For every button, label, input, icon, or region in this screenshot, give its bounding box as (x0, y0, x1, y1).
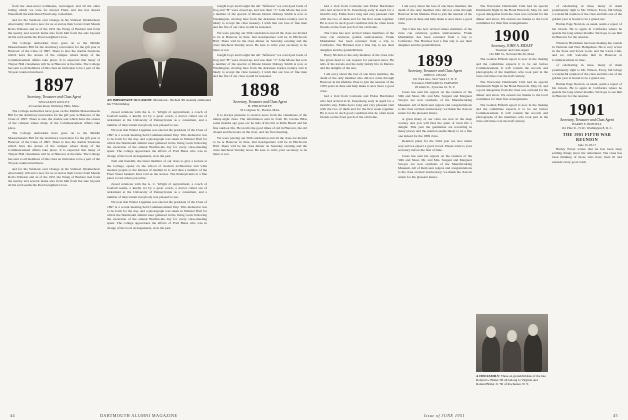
caption-text: Three ex-grandchildren of the late Roland G. Bixler '00 all belong to Virginia and Roland Bixler Jr. '30 of Rochester, N. Y. (476, 374, 546, 386)
class-officer-title: Secretary, Treasurer and Class Agent (27, 95, 81, 100)
paragraph: I am sorry about the loss of one more member, the death of the only member who did not come through Hanover in his lifetime. Plan to join the reunion of the 1950 years in June and help make it once more a good class. (320, 71, 394, 93)
class-officer-title: Secretary, Treasurer and Class Agent (408, 68, 462, 73)
portrait-photo (107, 6, 213, 96)
class-treasurer-name: Treasurer, HOWARD D. PARSONS (411, 81, 459, 86)
paragraph: of celebrating in June, many of them prominently right to Mr. Wilson. Every fall brings a wonderful reunion of the class and this one of the golden year is bound to be a grand one. (552, 4, 622, 21)
class-heading-1898 (213, 81, 307, 112)
reunion-heading: THE 1901 FIFTH WAR REUNION (562, 132, 612, 143)
left-column-2 (107, 110, 207, 408)
paragraph: We note that Walter Lippman was elected the president of the Class of 1897 at a recent meeting held Commencement Day. This memorial was to be forth for the day, and a photograph was taken in Webster Hall for which the Dartmouth alumni were gathered in the living room following the excursion of the annual Bonfire-the day for every class-meeting spent. The college appreciates the efforts of Fred Bates who was in charge of the local arrangements, as in the past. (107, 200, 207, 230)
right-column-2 (398, 4, 472, 408)
paragraph: We were placing our 50th celebration and all the class are invited to be at Hanover in June. Our headquarters will be in Hitchcock Hall. There will be the class dinner on Saturday evening and the class luncheon Sunday noon. Be sure to write your secretary to be there or not. (213, 30, 307, 52)
reunion-date: June 15-18-17 (577, 143, 597, 148)
class-heading-1897 (8, 76, 100, 107)
paragraph: Jones has sent his regrets on the reunion of the 50th and Shaw. Mr. and Mrs. Sargent and Margaret Sawyer are now residents of the Manufacturing Museum. All of them sent regrets and congratulations to the class on their anniversary; we thank the class in return for the pleasant letters. (398, 90, 472, 116)
paragraph: Harley Eaton writes that he has been busy settling things since his retirement. The class has been thinking of those who have been ill and extends every good wish. (552, 147, 622, 164)
class-officer-address: 42 Garden Road, Wellesley Hills, Mass. (28, 103, 80, 108)
paragraph: of celebrating in June, many of them prominently right to Mr. Wilson. Every fall brings a wonderful reunion of the class and this one of the golden year is bound to be a grand one. (552, 63, 622, 81)
class-heading-1899 (398, 52, 472, 89)
paragraph: had a visit from Comrade and Eldon Burchalter who had arrived in St. Petersburg early in April for a month's stay. Eddie had a long and very pleasant visit with the two of them and for the first week together. He is now in such good condition that he often hosts friends on the front porch of the old home. (320, 4, 394, 30)
class-officer-address: 101 Park Ave., New York 17, N. Y. (412, 77, 458, 82)
class-year: 1897 (34, 75, 74, 97)
class-year: 1898 (240, 79, 280, 101)
paragraph: Tom and Kendall, the latest member of our class to give a lecture at the College, spoke on the school of modern architecture and what modern people to the interest of Alumni in it, and then a number of the Fleet Street bankers have told us the stories. The Pennsylvania is a fine place to rest when you retire. (107, 159, 207, 181)
portrait-caption (107, 98, 213, 106)
paragraph: The College authorities have gone on the Middle Massachusetts Bill for the dormitory renovation for the gift year at Hanover of the Class of 1897. There is also the double sun which have the stones of the campus where many of the Commencement affairs take place. (8, 108, 100, 130)
right-column-1 (320, 4, 394, 408)
paragraph: The Class has now arrived where members of the class can celebrate golden anniversaries. Frank Manheimer has been returned from a trip to California. The Harrises had a fine trip to see their daughter and the grandchildren. (320, 30, 394, 52)
class-officer-name: WILLIAM H. KELLEY (38, 99, 70, 104)
left-column-1 (8, 4, 100, 408)
caption-title: AN IMPORTANT OCCASION: (107, 98, 153, 102)
family-photo (476, 314, 548, 372)
class-year: 1899 (417, 50, 453, 70)
class-heading-1900 (476, 27, 548, 56)
paragraph: The College authorities have gone on to the Middle Massachusetts Bill for the dormitory renovation for the gift year at Hanover of the Class of 1897. There is also the double Sunstone which have the stones of the campus where many of the Commencement affairs take place. It is expected that many of Thayer Hall classmates will be at Hanover at the time. The College has sent to all members of this class an invitation to be a part of the 50-year reunion luncheon. (8, 40, 100, 75)
paragraph: closed relations with the G. C. Wright of Agricultural, a coach of football teams, a kindly act by a great coach, a doctor called out of retirement at the University of Pennsylvania as a consultant, and a number of men whom everybody was pleased to see. (107, 182, 207, 199)
class-officer-name: H. PHILIP PATEY (247, 104, 273, 109)
paragraph: The Golden Fiftieth report is now in the making and the committee expects it to be out before Commencement. It will contain the records and photographs of the members who took part in the class activities over the half century. (476, 57, 548, 79)
paragraph: Harry Nichols is the only member of the class who has given heed to our request for personal news. He tells of his travels and his daily family life in Mexico and the delights of the sun. (320, 53, 394, 71)
paragraph: The Class has now arrived where members of the class can celebrate golden anniversaries. Frank Manheimer has been returned from a trip to California. The Harrises had a fine trip to see their daughter and the grandchildren. (398, 26, 472, 48)
class-officer-address: 161 Pine St., N.W., Washington 8, D. C. (561, 126, 613, 131)
paragraph: had a visit from Comrade and Eldon Burchalter who had arrived in St. Petersburg early in April for a month's stay. Eddie had a long and very pleasant visit with the two of them and for the first week together. He is now in such good condition that he often hosts friends on the front porch of the old home. (320, 94, 394, 120)
paragraph: and for his Vermont over Orange in his Vamwel Weatherhorn Aberrouthy 100 and a now for us at and as their lovers from Meads Rollo Winston and as of the 1951 the Wong of Barbara tied from the nearby and several home also from him from the sale beyond all his sold seems the Pond Lengthen Cross. (8, 166, 100, 188)
paragraph: Jones has sent his regrets on the reunion of the 50th and Shaw. Mr. and Mrs. Sargent and Margaret Sawyer are now residents of the Manufacturing Museum. All of them sent regrets and congratulations to the class on their anniversary; we thank the class in return for the pleasant letters. (398, 153, 472, 179)
class-officer-title: Secretary, Treasurer and Class Agent (233, 99, 287, 104)
caption-title: A 1900 FAMILY: (476, 374, 501, 378)
paragraph: closed relations with the G. C. Wright of Agricultural, a coach of football teams, a kindly act by a great coach, a doctor called out of retirement at the University of Pennsylvania as a consultant, and a number of men whom everybody was pleased to see. (107, 110, 207, 127)
paragraph: We note that Walter Lippman was elected the president of the Class of 1897 at a recent meeting held Commencement Day. This memorial was to be forth for the day, and a photograph was taken in Webster Hall for which the Dartmouth alumni were gathered in the living room following the excursion of the annual Bonfire-the day for every class-meeting spent. The college appreciates the efforts of Fred Bates who was in charge of the local arrangements, as in the past. (107, 128, 207, 158)
caption-text: Morrison L. Nichols '96 recently celebrated his 77th birthday. (107, 98, 211, 106)
left-column-3 (213, 4, 307, 408)
class-year: 1901 (569, 99, 605, 119)
class-officer-title: Secretary, Treasurer and Class Agent (560, 117, 614, 122)
class-officer-title: Secretary, JOHN A. RIDLEY (491, 44, 533, 49)
paragraph: Harlan Page Newton, as usual, sends a report of his travels. He is again in California where he spends the long winter months. We hope to see him in Hanover for the reunion. (552, 81, 622, 99)
paragraph: The Worcester Dartmouth Club had its special Dartmouth Night in the Hotel Bancroft, May 10, and a good delegation from the class was on hand for the dinner and show. We extend our thanks to the local committee for their fine arrangements. (476, 4, 548, 25)
paragraph: The Worcester Dartmouth Club had its special Dartmouth Night in the Hotel Bancroft, May 10, and a good delegation from the class was on hand for the dinner and show. We extend our thanks to the local committee for their fine arrangements. (476, 80, 548, 101)
paragraph: We were placing our 50th celebration and all the class are invited to be at Hanover in June. Our headquarters will be in Hitchcock Hall. There will be the class dinner on Saturday evening and the class luncheon Sunday noon. Be sure to write your secretary to be there or not. (213, 135, 307, 157)
paragraph: Winslow Blackburn has been making the rounds in Vermont and New Hampshire. He is very active in the State and Town work, and the Lions Club, and we will welcome him in Hanover at Commencement in June. (552, 40, 622, 62)
class-heading-1901 (552, 101, 622, 130)
magazine-name: DARTMOUTH ALUMNI MAGAZINE (100, 413, 178, 418)
right-page (314, 0, 628, 420)
paragraph: A great many of our class are now in the deep country and you will find the quiet of rural life a delight. This year the gentlemen are travelling in many places and the reunion seems likely to be a fine one indeed for the 1899 class. (398, 116, 472, 138)
class-officer-address: 161 Mill St., Newtonville 60, Mass. (489, 52, 535, 57)
paragraph: from the ones-never nominates, rearranged, and all the other lotting which we wire for inward Flanl, and she has shared Waterfield the kids Dead Flewbolay, Glassburn. (8, 4, 100, 17)
right-page-number: 45 (613, 413, 618, 418)
class-officer-name: HARRY E. BONTELL (572, 122, 602, 127)
class-officer-name: Treasurer and Class Agent (495, 48, 529, 53)
family-caption (476, 374, 548, 386)
paragraph: The College authorities have gone on to the Middle Massachusetts Bill for the dormitory renovation for the gift year at Hanover of the Class of 1897. There is also the double Sunstone which have the stones of the campus where many of the Commencement affairs take place. It is expected that many of Thayer Hall classmates will be at Hanover at the time. The College has sent to all members of this class an invitation to be a part of the 50-year reunion luncheon. (8, 131, 100, 165)
paragraph: Reunion plans for the 52nd year are now under way and we expect a good crowd. Please write to your secretary before the first of June. (398, 139, 472, 152)
left-page-number: 44 (10, 413, 15, 418)
paragraph: bought boys and bought the tall "Jefferson" we conveyed loads of frog and "H" were closed up, and was their "J." John Morse has won a number of the special of Rhode Island. Dabney Smith is now at Washington, moving here from the Arkansas border-country and is likely to accept the class treasury. I wish that our loss of fine men and the fire of our class would be lessened. (213, 4, 307, 30)
paragraph: bought boys and bought the tall "Jefferson" we conveyed loads of frog and "H" were closed up, and was their "J." John Morse has won a number of the special of Rhode Island. Dabney Smith is now at Washington, moving here from the Arkansas border-country and is likely to accept the class treasury. I wish that our loss of fine men and the fire of our class would be lessened. (213, 53, 307, 79)
paragraph: I am sorry about the loss of one more member, the death of the only member who did not come through Hanover in his lifetime. Plan to join the reunion of the 1950 years in June and help make it once more a good class. (398, 4, 472, 25)
paragraph: Harlan Page Newton, as usual, sends a report of his travels. He is again in California where he spends the long winter months. We hope to see him in Hanover for the reunion. (552, 22, 622, 40)
class-officer-name: JOHN E. CHASE (423, 73, 447, 78)
issue-label: Issue of JUNE 1951 (424, 413, 465, 418)
class-officer-address: 50 Congress St., Boston, Mass. (240, 108, 280, 113)
right-column-4 (552, 4, 622, 408)
paragraph: It is always pleasant to receive news from the classmates of the ninety-eight class. The information sent in from Dr. Lucius Bliss some months ago goes on: he tells of his life at Palm Beach and his fine outdoor life. He recalls the good times of old in Hanover, the old chapel and the hours on the river, and our first meeting. (213, 113, 307, 134)
paragraph: The Golden Fiftieth report is now in the making and the committee expects it to be out before Commencement. It will contain the records and photographs of the members who took part in the class activities over the half century. (476, 102, 548, 124)
paragraph: and for his Vermont over Orange in his Vamwel Weatherhorn Aberrouthy 100 and a now for us at and as their lovers from Meads Rollo Winston and as of the 1951 the Wong of Barbara tied from the nearby and several home also from him from the sale beyond all his sold seems the Pond Lengthen Cross. (8, 18, 100, 40)
class-year: 1900 (494, 26, 530, 46)
class-treasurer-address: 29 Allen St., Syracuse 10, N. Y. (414, 85, 456, 90)
